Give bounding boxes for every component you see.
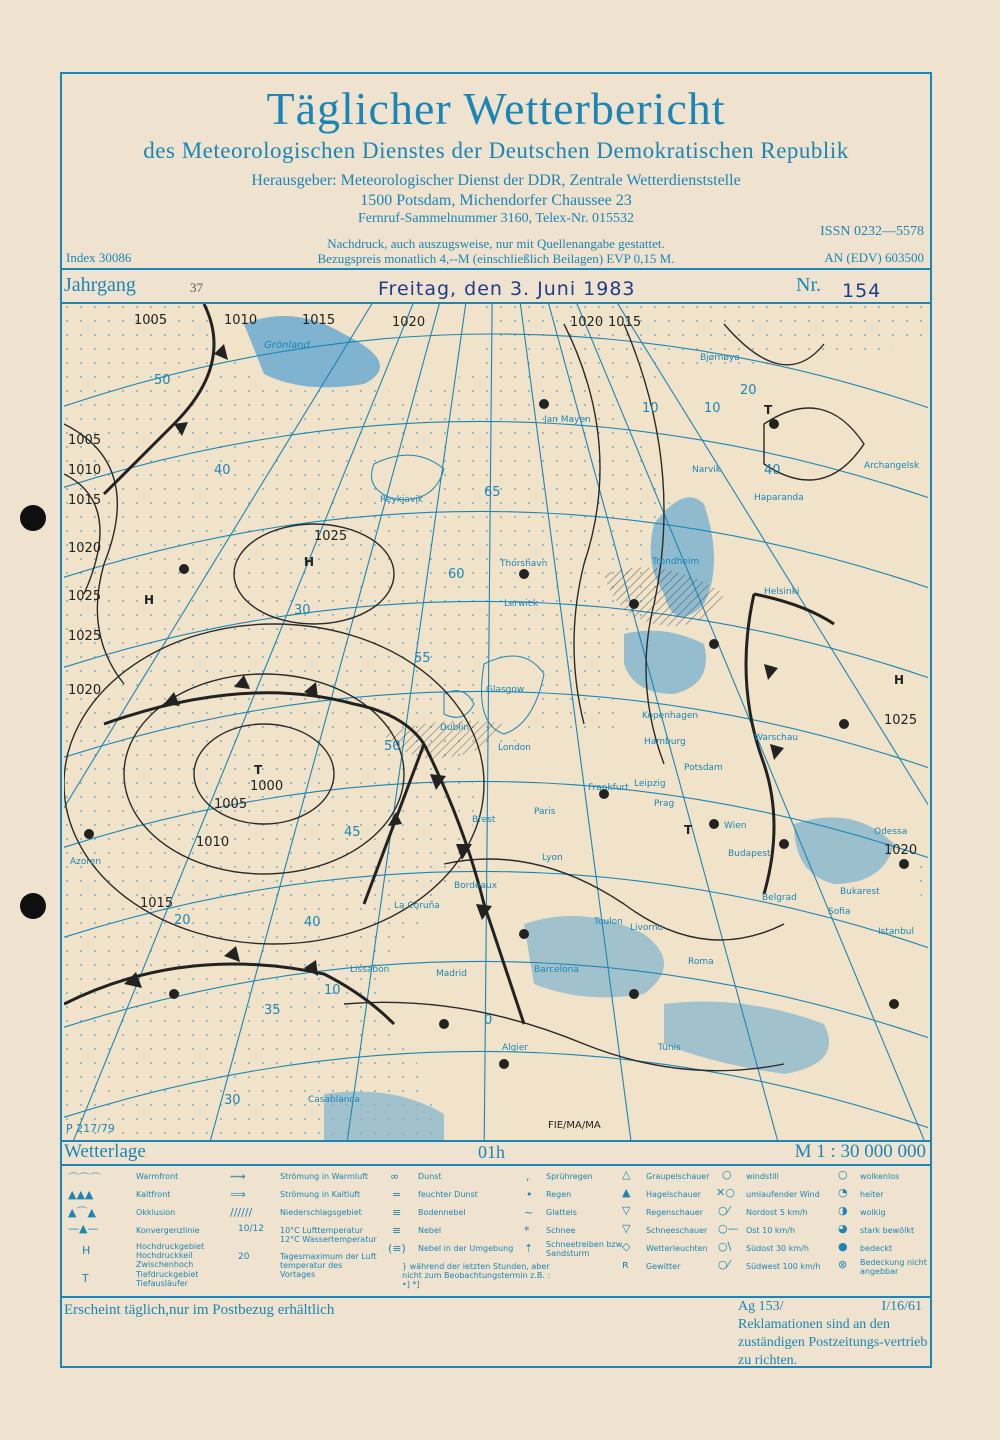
svg-text:Bukarest: Bukarest	[840, 887, 880, 897]
svg-text:40: 40	[214, 463, 231, 478]
legend-konvergenzlinie: Konvergenzlinie	[136, 1226, 200, 1235]
svg-text:London: London	[498, 743, 531, 753]
warm-front-icon: ⌒⌒⌒	[68, 1172, 101, 1185]
map-scale: M 1 : 30 000 000	[794, 1141, 926, 1162]
svg-text:Roma: Roma	[688, 957, 714, 967]
svg-text:1020: 1020	[68, 683, 102, 698]
report-title: Täglicher Wetterbericht	[266, 83, 726, 134]
legend-suedost: Südost 30 km/h	[746, 1244, 809, 1253]
cold-current-icon: ⟹	[230, 1188, 246, 1201]
legend-windstill: windstill	[746, 1172, 779, 1181]
drizzle-icon: ,	[526, 1170, 530, 1183]
svg-text:Istanbul: Istanbul	[878, 927, 915, 937]
date-handwritten: Freitag, den 3. Juni 1983	[378, 278, 636, 300]
index-number: Index 30086	[66, 250, 132, 265]
footer-ag: Ag 153/	[738, 1299, 784, 1314]
svg-text:Toulon: Toulon	[594, 917, 623, 927]
legend-schneeschauer: Schneeschauer	[646, 1226, 708, 1235]
temperature-icon: 10/12	[238, 1224, 264, 1234]
cloudy-icon: ◑	[838, 1204, 848, 1217]
svg-text:Prag: Prag	[654, 799, 675, 809]
legend-umlaufender-wind: umlaufender Wind	[746, 1190, 820, 1199]
svg-text:1025: 1025	[314, 529, 348, 544]
occlusion-icon: ▲⌒▲	[68, 1206, 96, 1219]
legend-regen: Regen	[546, 1190, 572, 1199]
svg-text:1020: 1020	[570, 315, 604, 330]
svg-text:H: H	[144, 593, 155, 607]
wind-northeast-icon: ○⁄	[718, 1204, 730, 1217]
svg-text:20: 20	[174, 913, 191, 928]
svg-text:T: T	[684, 823, 693, 837]
svg-text:Sofia: Sofia	[828, 907, 851, 917]
variable-wind-icon: ✕○	[716, 1186, 735, 1199]
precipitation-area-icon: //////	[230, 1206, 253, 1219]
cold-front-icon: ▲▲▲	[68, 1188, 94, 1201]
nr-value: 154	[842, 280, 882, 302]
svg-text:La Coruña: La Coruña	[394, 901, 440, 911]
legend-temperatur: 10°C Lufttemperatur 12°C Wassertemperatur	[280, 1226, 377, 1244]
reprint-note-2: Bezugspreis monatlich 4,--M (einschließlich Beilagen) EVP 0,15 M.	[317, 251, 675, 266]
low-pressure-icon: T	[82, 1272, 89, 1285]
legend-stroemung-kalt: Strömung in Kaltluft	[280, 1190, 361, 1199]
svg-text:Trondheim: Trondheim	[652, 557, 700, 567]
legend-nordost: Nordost 5 km/h	[746, 1208, 808, 1217]
weather-map	[64, 304, 928, 1140]
legend-hochdruck: Hochdruckgebiet Hochdruckkeil Zwischenhoch	[136, 1242, 205, 1269]
svg-text:Potsdam: Potsdam	[684, 763, 723, 773]
svg-text:1020: 1020	[392, 315, 426, 330]
svg-text:1005: 1005	[214, 797, 248, 812]
svg-text:Wien: Wien	[724, 821, 747, 831]
snow-shower-icon: ▽	[622, 1222, 631, 1235]
legend	[62, 1166, 930, 1296]
svg-text:45: 45	[344, 825, 361, 840]
svg-text:1000: 1000	[250, 779, 284, 794]
legend-wetterleuchten: Wetterleuchten	[646, 1244, 708, 1253]
svg-text:Barcelona: Barcelona	[534, 965, 579, 975]
snow-icon: *	[524, 1224, 530, 1237]
observation-time: 01h	[478, 1142, 505, 1162]
svg-text:20: 20	[740, 383, 757, 398]
legend-schneetreiben: Schneetreiben bzw. Sandsturm	[546, 1240, 625, 1258]
convergence-icon: —▲—	[68, 1222, 99, 1235]
svg-text:1020: 1020	[884, 843, 918, 858]
svg-text:10: 10	[642, 401, 659, 416]
svg-text:Lyon: Lyon	[542, 853, 563, 863]
warm-current-icon: ⟿	[230, 1170, 246, 1183]
svg-text:Reykjavik: Reykjavik	[380, 495, 423, 505]
issn-number: ISSN 0232—5578	[820, 224, 924, 239]
svg-text:1015: 1015	[302, 313, 336, 328]
glaze-icon: ~	[524, 1206, 534, 1219]
mostly-cloudy-icon: ◕	[838, 1222, 848, 1235]
rain-icon: •	[526, 1188, 533, 1201]
svg-text:50: 50	[384, 739, 401, 754]
svg-text:60: 60	[448, 567, 465, 582]
svg-text:Casablanca: Casablanca	[308, 1095, 360, 1105]
svg-text:1010: 1010	[68, 463, 102, 478]
svg-text:Warschau: Warschau	[754, 733, 799, 743]
legend-schnee: Schnee	[546, 1226, 576, 1235]
thunderstorm-icon: ʀ	[622, 1258, 629, 1271]
hail-shower-icon: ▲	[622, 1186, 631, 1199]
svg-text:Azoren: Azoren	[70, 857, 102, 867]
svg-text:Belgrad: Belgrad	[762, 893, 797, 903]
publisher-line-3: Fernruf-Sammelnummer 3160, Telex-Nr. 015532	[358, 211, 634, 226]
svg-text:10: 10	[704, 401, 721, 416]
svg-text:H: H	[304, 555, 315, 569]
wind-southeast-icon: ○\	[718, 1240, 732, 1253]
legend-nebel: Nebel	[418, 1226, 442, 1235]
svg-text:1010: 1010	[196, 835, 230, 850]
print-code: P 217/79	[66, 1122, 115, 1135]
svg-text:Bjørnøya: Bjørnøya	[700, 353, 740, 363]
legend-wolkenlos: wolkenlos	[860, 1172, 900, 1181]
an-number: AN (EDV) 603500	[824, 250, 924, 265]
footer-complaint-block	[738, 1298, 928, 1370]
svg-text:1005: 1005	[68, 433, 102, 448]
svg-text:Haparanda: Haparanda	[754, 493, 804, 503]
legend-kaltfront: Kaltfront	[136, 1190, 171, 1199]
svg-text:35: 35	[264, 1003, 281, 1018]
haze-icon: ∞	[390, 1170, 400, 1183]
fog-nearby-icon: (≡)	[388, 1242, 406, 1255]
svg-text:Brest: Brest	[472, 815, 496, 825]
header-divider	[62, 268, 930, 270]
svg-text:1015: 1015	[68, 493, 102, 508]
svg-text:1010: 1010	[224, 313, 258, 328]
overcast-icon: ●	[838, 1240, 848, 1253]
sky-obscured-icon: ⊗	[838, 1258, 848, 1271]
svg-text:10: 10	[324, 983, 341, 998]
svg-text:Jan Mayen: Jan Mayen	[544, 415, 591, 425]
legend-glatteis: Glatteis	[546, 1208, 577, 1217]
svg-text:40: 40	[764, 463, 781, 478]
svg-text:30: 30	[224, 1093, 241, 1108]
punch-hole-bottom	[20, 893, 46, 919]
svg-text:Tunis: Tunis	[658, 1043, 681, 1053]
svg-text:Archangelsk: Archangelsk	[864, 461, 920, 471]
svg-text:1025: 1025	[68, 589, 102, 604]
legend-regenschauer: Regenschauer	[646, 1208, 704, 1217]
svg-text:30: 30	[294, 603, 311, 618]
footer-complaint: Reklamationen sind an den zuständigen Postzeitungs-vertrieb zu richten.	[738, 1317, 928, 1368]
svg-text:Paris: Paris	[534, 807, 556, 817]
legend-ost: Ost 10 km/h	[746, 1226, 796, 1235]
svg-text:Odessa: Odessa	[874, 827, 908, 837]
svg-text:Thorshavn: Thorshavn	[500, 559, 548, 569]
wind-southwest-icon: ○⁄	[718, 1258, 730, 1271]
svg-text:65: 65	[484, 485, 501, 500]
svg-text:T: T	[764, 403, 773, 417]
legend-nicht-angebbar: Bedeckung nicht angebbar	[860, 1258, 927, 1276]
svg-text:H: H	[894, 673, 905, 687]
svg-text:Glasgow: Glasgow	[486, 685, 525, 695]
nr-label: Nr.	[796, 274, 821, 296]
legend-letzte-stunden: } während der letzten Stunden, aber nicht zum Beobachtungstermin z.B. : •] *]	[402, 1262, 551, 1289]
calm-icon: ○	[722, 1168, 732, 1181]
weather-map-svg	[64, 304, 928, 1140]
legend-stark-bewoelkt: stark bewölkt	[860, 1226, 915, 1235]
legend-hagelschauer: Hagelschauer	[646, 1190, 701, 1199]
graupel-shower-icon: △	[622, 1168, 631, 1181]
svg-text:Kopenhagen: Kopenhagen	[642, 711, 699, 721]
high-pressure-icon: H	[82, 1244, 91, 1257]
svg-text:Hamburg: Hamburg	[644, 737, 686, 747]
legend-spruehregen: Sprühregen	[546, 1172, 593, 1181]
svg-text:Budapest: Budapest	[728, 849, 771, 859]
svg-text:1015: 1015	[140, 896, 174, 911]
footer-subscription-note: Erscheint täglich,nur im Postbezug erhältlich	[64, 1302, 335, 1318]
fair-sky-icon: ◔	[838, 1186, 848, 1199]
legend-wolkig: wolkig	[860, 1208, 886, 1217]
svg-text:1025: 1025	[68, 629, 102, 644]
svg-text:1015: 1015	[608, 315, 642, 330]
reprint-note-1: Nachdruck, auch auszugsweise, nur mit Quellenangabe gestattet.	[327, 236, 665, 251]
legend-tiefdruck: Tiefdruckgebiet Tiefausläufer	[136, 1270, 199, 1288]
jahrgang-label: Jahrgang	[64, 274, 136, 296]
ground-fog-icon: ≡	[392, 1206, 402, 1219]
svg-text:1005: 1005	[134, 313, 168, 328]
svg-text:0: 0	[484, 1013, 493, 1028]
lightning-icon: ◇	[622, 1240, 631, 1253]
legend-heiter: heiter	[860, 1190, 884, 1199]
legend-warmfront: Warmfront	[136, 1172, 179, 1181]
svg-text:Dublin: Dublin	[440, 723, 470, 733]
report-subtitle: des Meteorologischen Dienstes der Deutschen Demokratischen Republik	[143, 138, 849, 163]
svg-text:Grönland: Grönland	[264, 340, 310, 351]
punch-hole-top	[20, 505, 46, 531]
legend-bedeckt: bedeckt	[860, 1244, 893, 1253]
publisher-line-1: Herausgeber: Meteorologischer Dienst der DDR, Zentrale Wetterdienststelle	[251, 172, 741, 189]
legend-niederschlag: Niederschlagsgebiet	[280, 1208, 362, 1217]
clear-sky-icon: ○	[838, 1168, 848, 1181]
svg-text:Lissabon: Lissabon	[350, 965, 390, 975]
publisher-line-2: 1500 Potsdam, Michendorfer Chaussee 23	[360, 192, 632, 209]
fog-icon: ≡	[392, 1224, 402, 1237]
svg-text:55: 55	[414, 651, 431, 666]
legend-suedwest: Südwest 100 km/h	[746, 1262, 821, 1271]
max-temperature-icon: 20	[238, 1252, 250, 1262]
legend-bodennebel: Bodennebel	[418, 1208, 466, 1217]
wind-east-icon: ○—	[718, 1222, 739, 1235]
mist-icon: =	[392, 1188, 402, 1201]
analyst-signature: FIE/MA/MA	[548, 1120, 601, 1131]
svg-text:T: T	[254, 763, 263, 777]
svg-text:1025: 1025	[884, 713, 918, 728]
report-frame	[60, 72, 932, 1368]
svg-text:Leipzig: Leipzig	[634, 779, 666, 789]
svg-text:1020: 1020	[68, 541, 102, 556]
legend-graupelschauer: Graupelschauer	[646, 1172, 710, 1181]
svg-text:Lerwick: Lerwick	[504, 599, 539, 609]
svg-text:Narvik: Narvik	[692, 465, 721, 475]
legend-nebel-umgebung: Nebel in der Umgebung	[418, 1244, 514, 1253]
svg-text:40: 40	[304, 915, 321, 930]
legend-gewitter: Gewitter	[646, 1262, 681, 1271]
wetterlage-label: Wetterlage	[64, 1141, 146, 1162]
legend-dunst: Dunst	[418, 1172, 442, 1181]
svg-text:Helsinki: Helsinki	[764, 587, 800, 597]
svg-text:Frankfurt: Frankfurt	[588, 783, 629, 793]
svg-text:Livorno: Livorno	[630, 923, 664, 933]
legend-stroemung-warm: Strömung in Warmluft	[280, 1172, 368, 1181]
jahrgang-value: 37	[190, 280, 203, 295]
drifting-snow-icon: ⇡	[524, 1242, 534, 1255]
rain-shower-icon: ▽	[622, 1204, 631, 1217]
svg-text:Bordeaux: Bordeaux	[454, 881, 498, 891]
footer-code: I/16/61	[881, 1299, 922, 1314]
legend-okklusion: Okklusion	[136, 1208, 176, 1217]
legend-feuchter-dunst: feuchter Dunst	[418, 1190, 478, 1199]
legend-tagesmaximum: Tagesmaximum der Luft temperatur des Vortages	[280, 1252, 377, 1279]
svg-text:50: 50	[154, 373, 171, 388]
svg-text:Madrid: Madrid	[436, 969, 467, 979]
svg-text:Algier: Algier	[502, 1043, 529, 1053]
